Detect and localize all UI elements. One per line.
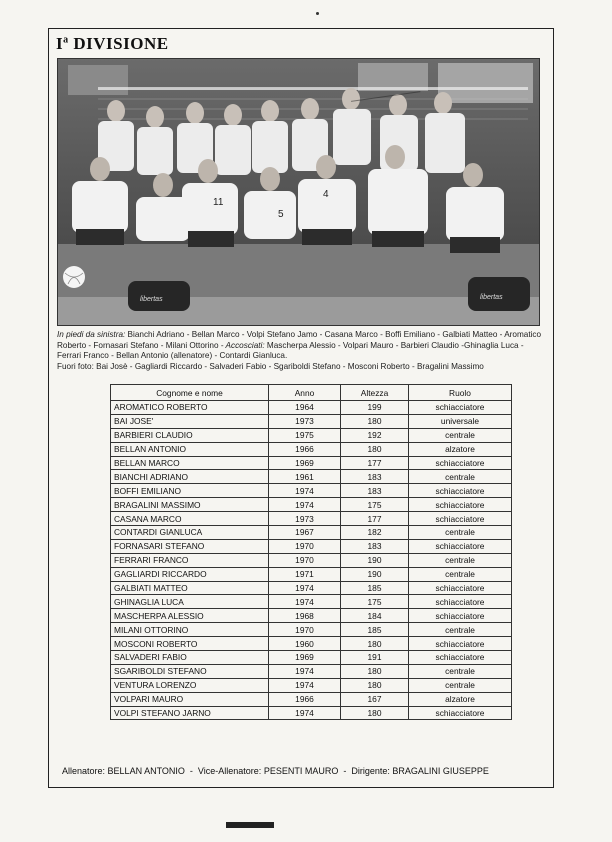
roster-table [110,384,512,720]
table-cell: 190 [341,553,409,567]
table-cell: centrale [409,567,512,581]
table-cell: 1967 [269,526,341,540]
bag-logo: libertas [140,296,163,303]
table-cell: BELLAN MARCO [111,456,269,470]
table-cell: 175 [341,498,409,512]
table-cell: 1975 [269,428,341,442]
table-row [111,651,512,665]
jersey-number: 5 [278,209,284,220]
table-cell: 180 [341,414,409,428]
team-photo [57,58,540,326]
table-row [111,470,512,484]
table-cell: 1974 [269,484,341,498]
table-cell: centrale [409,553,512,567]
table-cell: VOLPI STEFANO JARNO [111,706,269,720]
page-mark [316,12,319,15]
table-cell: 1970 [269,623,341,637]
table-cell: 175 [341,595,409,609]
table-cell: 1971 [269,567,341,581]
table-cell: schiacciatore [409,595,512,609]
table-cell: 1973 [269,512,341,526]
table-row [111,428,512,442]
table-row [111,609,512,623]
bag-logo: libertas [480,294,503,301]
table-cell: schiacciatore [409,637,512,651]
table-cell: FERRARI FRANCO [111,553,269,567]
table-cell: MASCHERPA ALESSIO [111,609,269,623]
table-cell: 1974 [269,706,341,720]
table-cell: schiacciatore [409,498,512,512]
table-cell: 182 [341,526,409,540]
column-header: Cognome e nome [111,385,269,401]
table-row [111,539,512,553]
table-cell: FORNASARI STEFANO [111,539,269,553]
table-cell: 1974 [269,595,341,609]
table-cell: AROMATICO ROBERTO [111,401,269,415]
table-cell: 199 [341,401,409,415]
table-cell: 1968 [269,609,341,623]
table-row [111,623,512,637]
table-cell: 167 [341,692,409,706]
table-cell: centrale [409,678,512,692]
table-cell: 192 [341,428,409,442]
table-row [111,498,512,512]
table-cell: 1969 [269,456,341,470]
table-cell: 183 [341,539,409,553]
table-cell: 1973 [269,414,341,428]
footer-bar [226,822,274,828]
table-header-row [111,385,512,401]
table-cell: schiacciatore [409,539,512,553]
table-row [111,567,512,581]
table-cell: 1974 [269,498,341,512]
table-cell: CONTARDI GIANLUCA [111,526,269,540]
table-cell: BARBIERI CLAUDIO [111,428,269,442]
table-cell: 185 [341,623,409,637]
table-row [111,401,512,415]
page-title: $I^a$ DIVISIONE [56,34,169,53]
table-row [111,414,512,428]
table-cell: CASANA MARCO [111,512,269,526]
table-cell: 1974 [269,664,341,678]
table-cell: schiacciatore [409,609,512,623]
photo-caption: In piedi da sinistra: Bianchi Adriano - Bellan Marco - Volpi Stefano Jamo - Casana Marco - Boffi Emiliano - Galbiati Matteo - Aromatico Roberto - Fornasari Stefano - Milani Ottorino - Accosciati: Mascherpa Alessio - Volpari Mauro - Barbieri Claudio -Ghinaglia Luca - Ferrari Franco - Bellan Antonio (allenatore) - Contardi Gianluca. Fuori foto: Bai Josè - Gagliardi Riccardo - Salvaderi Fabio - Sgariboldi Stefano - Mosconi Roberto - Bragalini Massimo [57,330,542,371]
table-cell: 1970 [269,539,341,553]
table-row [111,581,512,595]
table-row [111,706,512,720]
jersey-number: 11 [213,197,224,208]
table-cell: 1966 [269,692,341,706]
table-cell: 184 [341,609,409,623]
table-cell: 1961 [269,470,341,484]
table-cell: GALBIATI MATTEO [111,581,269,595]
table-cell: 180 [341,637,409,651]
table-row [111,595,512,609]
table-cell: 177 [341,456,409,470]
table-cell: schiacciatore [409,484,512,498]
column-header: Anno [269,385,341,401]
table-cell: 1964 [269,401,341,415]
staff-line: Allenatore: BELLAN ANTONIO - Vice-Allenatore: PESENTI MAURO - Dirigente: BRAGALINI GIUSEPPE [62,766,489,776]
table-cell: 180 [341,442,409,456]
table-cell: alzatore [409,692,512,706]
table-cell: VOLPARI MAURO [111,692,269,706]
table-cell: schiacciatore [409,512,512,526]
table-cell: 1960 [269,637,341,651]
table-cell: 1966 [269,442,341,456]
table-row [111,526,512,540]
table-cell: schiacciatore [409,651,512,665]
table-cell: 180 [341,706,409,720]
table-cell: 180 [341,664,409,678]
table-cell: 183 [341,484,409,498]
table-cell: 185 [341,581,409,595]
table-cell: BAI JOSE' [111,414,269,428]
table-cell: schiacciatore [409,706,512,720]
table-cell: schiacciatore [409,456,512,470]
table-cell: BRAGALINI MASSIMO [111,498,269,512]
table-cell: GHINAGLIA LUCA [111,595,269,609]
table-cell: centrale [409,526,512,540]
table-cell: MILANI OTTORINO [111,623,269,637]
table-row [111,553,512,567]
table-row [111,442,512,456]
table-cell: 1970 [269,553,341,567]
table-cell: 1969 [269,651,341,665]
table-cell: schiacciatore [409,581,512,595]
table-cell: 180 [341,678,409,692]
column-header: Altezza [341,385,409,401]
table-cell: BIANCHI ADRIANO [111,470,269,484]
table-cell: 1974 [269,581,341,595]
table-cell: centrale [409,470,512,484]
jersey-number: 4 [323,189,329,200]
table-cell: schiacciatore [409,401,512,415]
table-cell: 190 [341,567,409,581]
table-cell: centrale [409,428,512,442]
table-row [111,637,512,651]
table-cell: BELLAN ANTONIO [111,442,269,456]
table-cell: alzatore [409,442,512,456]
table-cell: 183 [341,470,409,484]
table-cell: MOSCONI ROBERTO [111,637,269,651]
table-row [111,678,512,692]
table-cell: centrale [409,664,512,678]
table-cell: 191 [341,651,409,665]
table-cell: BOFFI EMILIANO [111,484,269,498]
table-row [111,456,512,470]
table-cell: SALVADERI FABIO [111,651,269,665]
column-header: Ruolo [409,385,512,401]
table-cell: centrale [409,623,512,637]
table-cell: 1974 [269,678,341,692]
table-row [111,692,512,706]
table-cell: GAGLIARDI RICCARDO [111,567,269,581]
table-row [111,664,512,678]
table-cell: universale [409,414,512,428]
table-row [111,484,512,498]
table-cell: VENTURA LORENZO [111,678,269,692]
table-row [111,512,512,526]
table-cell: SGARIBOLDI STEFANO [111,664,269,678]
table-cell: 177 [341,512,409,526]
